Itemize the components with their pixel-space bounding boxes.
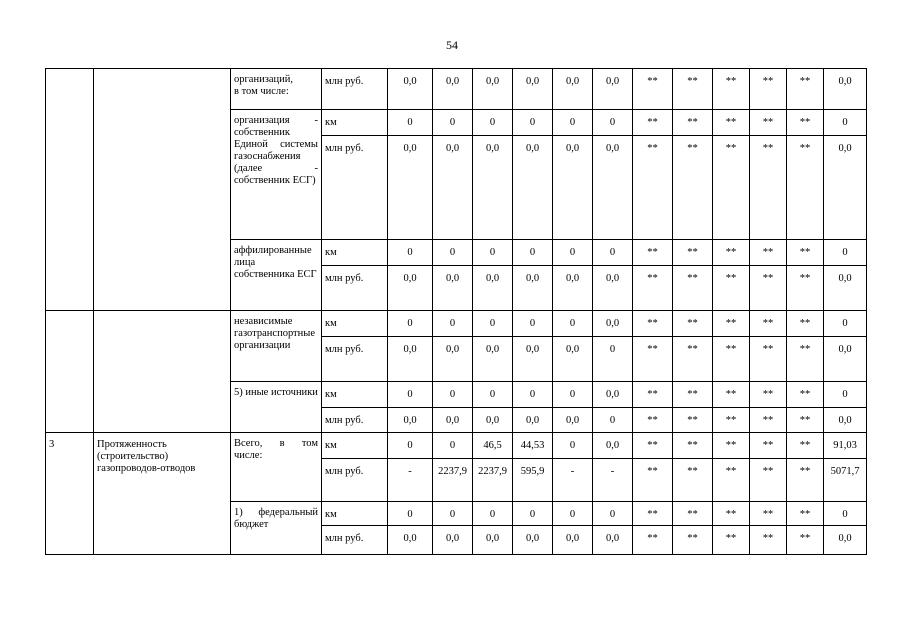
value-cell: **: [633, 408, 673, 433]
value-cell: 0,0: [593, 526, 633, 555]
value-cell: 0,0: [388, 526, 433, 555]
value-cell: 0: [553, 433, 593, 459]
value-cell: **: [713, 266, 750, 311]
value-cell: 0,0: [473, 337, 513, 382]
value-cell: 0,0: [513, 337, 553, 382]
value-cell: 0: [388, 382, 433, 408]
source-cell: аффилированные лица собственника ЕСГ: [231, 240, 322, 311]
value-cell: 0: [388, 311, 433, 337]
value-cell: 0: [593, 408, 633, 433]
unit-cell: млн руб.: [322, 266, 388, 311]
value-cell: **: [713, 240, 750, 266]
value-cell: 0,0: [388, 136, 433, 240]
value-cell: **: [633, 266, 673, 311]
value-cell: 0,0: [593, 136, 633, 240]
value-cell: 0: [473, 382, 513, 408]
value-cell: 0,0: [824, 136, 867, 240]
unit-cell: млн руб.: [322, 136, 388, 240]
value-cell: **: [713, 69, 750, 110]
unit-cell: км: [322, 110, 388, 136]
value-cell: 2237,9: [433, 459, 473, 502]
value-cell: 0: [513, 311, 553, 337]
value-cell: **: [750, 311, 787, 337]
indicator-name-cell: [94, 69, 231, 311]
value-cell: 0,0: [553, 266, 593, 311]
indicator-name-cell: Протяженность (строительство) газопроводов-отводов: [94, 433, 231, 555]
value-cell: **: [633, 337, 673, 382]
value-cell: **: [673, 502, 713, 526]
value-cell: **: [787, 136, 824, 240]
value-cell: 0,0: [824, 337, 867, 382]
value-cell: **: [750, 69, 787, 110]
value-cell: **: [713, 408, 750, 433]
value-cell: 0: [513, 502, 553, 526]
value-cell: 0: [553, 110, 593, 136]
value-cell: **: [713, 502, 750, 526]
value-cell: 0,0: [433, 136, 473, 240]
value-cell: **: [713, 459, 750, 502]
value-cell: 5071,7: [824, 459, 867, 502]
value-cell: 0: [553, 382, 593, 408]
value-cell: 0,0: [473, 266, 513, 311]
table-row: [46, 311, 867, 337]
value-cell: 0,0: [473, 408, 513, 433]
value-cell: **: [713, 337, 750, 382]
value-cell: **: [750, 266, 787, 311]
value-cell: **: [673, 433, 713, 459]
value-cell: 0: [473, 110, 513, 136]
row-number-cell: [46, 69, 94, 311]
value-cell: 0,0: [388, 266, 433, 311]
value-cell: 0: [824, 110, 867, 136]
data-table: [45, 68, 867, 555]
source-cell: 5) иные источники: [231, 382, 322, 433]
value-cell: **: [750, 382, 787, 408]
value-cell: 0,0: [593, 433, 633, 459]
unit-cell: млн руб.: [322, 459, 388, 502]
value-cell: 0,0: [473, 136, 513, 240]
value-cell: **: [750, 502, 787, 526]
value-cell: 0,0: [593, 382, 633, 408]
value-cell: 0,0: [553, 69, 593, 110]
value-cell: **: [673, 69, 713, 110]
value-cell: 0: [553, 240, 593, 266]
value-cell: 0: [824, 502, 867, 526]
value-cell: **: [673, 382, 713, 408]
value-cell: 0: [473, 502, 513, 526]
source-cell: 1) федеральный бюджет: [231, 502, 322, 555]
value-cell: **: [787, 337, 824, 382]
value-cell: **: [633, 526, 673, 555]
value-cell: -: [593, 459, 633, 502]
value-cell: 0: [473, 311, 513, 337]
unit-cell: км: [322, 502, 388, 526]
value-cell: **: [633, 502, 673, 526]
value-cell: 0,0: [433, 337, 473, 382]
value-cell: **: [673, 408, 713, 433]
value-cell: 0,0: [388, 408, 433, 433]
value-cell: 0,0: [513, 266, 553, 311]
value-cell: 0,0: [388, 337, 433, 382]
value-cell: 46,5: [473, 433, 513, 459]
source-cell: независимые газотранспортные организации: [231, 311, 322, 382]
value-cell: 0,0: [473, 526, 513, 555]
value-cell: 0,0: [553, 408, 593, 433]
value-cell: **: [633, 311, 673, 337]
value-cell: **: [673, 240, 713, 266]
value-cell: 0,0: [553, 136, 593, 240]
value-cell: -: [388, 459, 433, 502]
value-cell: 44,53: [513, 433, 553, 459]
value-cell: **: [787, 110, 824, 136]
value-cell: 0,0: [824, 69, 867, 110]
table-row: [46, 433, 867, 459]
unit-cell: млн руб.: [322, 526, 388, 555]
page-number: 54: [446, 38, 458, 52]
value-cell: **: [787, 311, 824, 337]
value-cell: **: [787, 408, 824, 433]
source-cell: организация - собственник Единой системы газоснабжения (далее - собственник ЕСГ): [231, 110, 322, 240]
unit-cell: км: [322, 433, 388, 459]
value-cell: **: [713, 311, 750, 337]
table-row: [46, 69, 867, 110]
value-cell: **: [713, 433, 750, 459]
value-cell: **: [750, 526, 787, 555]
value-cell: 0: [433, 311, 473, 337]
value-cell: **: [787, 240, 824, 266]
value-cell: **: [787, 69, 824, 110]
indicator-name-cell: [94, 311, 231, 433]
value-cell: **: [787, 526, 824, 555]
value-cell: 0,0: [513, 136, 553, 240]
value-cell: 0: [513, 240, 553, 266]
value-cell: 0,0: [824, 266, 867, 311]
value-cell: 0: [473, 240, 513, 266]
value-cell: 0: [388, 433, 433, 459]
value-cell: 2237,9: [473, 459, 513, 502]
value-cell: 0,0: [513, 69, 553, 110]
value-cell: 0: [388, 502, 433, 526]
table-body: [46, 69, 867, 555]
value-cell: 0: [513, 110, 553, 136]
value-cell: 0,0: [433, 266, 473, 311]
value-cell: 0,0: [593, 266, 633, 311]
value-cell: **: [713, 526, 750, 555]
value-cell: **: [750, 433, 787, 459]
value-cell: **: [750, 136, 787, 240]
value-cell: **: [673, 337, 713, 382]
value-cell: **: [787, 382, 824, 408]
value-cell: **: [713, 136, 750, 240]
value-cell: 0,0: [553, 337, 593, 382]
unit-cell: млн руб.: [322, 408, 388, 433]
value-cell: 0,0: [513, 408, 553, 433]
value-cell: **: [633, 69, 673, 110]
value-cell: 0: [433, 110, 473, 136]
value-cell: **: [633, 459, 673, 502]
value-cell: 0,0: [824, 526, 867, 555]
value-cell: 0,0: [824, 408, 867, 433]
source-cell: Всего, в том числе:: [231, 433, 322, 502]
value-cell: **: [673, 526, 713, 555]
unit-cell: млн руб.: [322, 69, 388, 110]
value-cell: **: [633, 136, 673, 240]
value-cell: **: [633, 110, 673, 136]
value-cell: 0: [593, 110, 633, 136]
value-cell: 0,0: [593, 311, 633, 337]
value-cell: 0: [388, 240, 433, 266]
value-cell: **: [673, 110, 713, 136]
value-cell: **: [750, 459, 787, 502]
value-cell: **: [750, 408, 787, 433]
unit-cell: млн руб.: [322, 337, 388, 382]
value-cell: 0,0: [433, 526, 473, 555]
value-cell: 0,0: [433, 69, 473, 110]
value-cell: **: [673, 136, 713, 240]
value-cell: **: [633, 433, 673, 459]
value-cell: **: [713, 382, 750, 408]
value-cell: 0: [593, 502, 633, 526]
value-cell: 0,0: [433, 408, 473, 433]
value-cell: 0: [513, 382, 553, 408]
value-cell: **: [713, 110, 750, 136]
unit-cell: км: [322, 382, 388, 408]
value-cell: 0: [388, 110, 433, 136]
value-cell: 0: [824, 382, 867, 408]
value-cell: **: [787, 502, 824, 526]
value-cell: **: [633, 240, 673, 266]
value-cell: 0: [553, 311, 593, 337]
value-cell: **: [673, 266, 713, 311]
row-number-cell: 3: [46, 433, 94, 555]
value-cell: **: [673, 311, 713, 337]
value-cell: **: [633, 382, 673, 408]
value-cell: 0,0: [593, 69, 633, 110]
value-cell: 0,0: [473, 69, 513, 110]
value-cell: **: [750, 110, 787, 136]
value-cell: 0: [824, 240, 867, 266]
value-cell: **: [750, 240, 787, 266]
value-cell: **: [787, 459, 824, 502]
unit-cell: км: [322, 311, 388, 337]
unit-cell: км: [322, 240, 388, 266]
value-cell: **: [673, 459, 713, 502]
value-cell: 91,03: [824, 433, 867, 459]
value-cell: 0,0: [513, 526, 553, 555]
value-cell: 0: [553, 502, 593, 526]
value-cell: 0: [593, 337, 633, 382]
value-cell: 0: [593, 240, 633, 266]
value-cell: 0,0: [553, 526, 593, 555]
value-cell: 0: [433, 502, 473, 526]
value-cell: 595,9: [513, 459, 553, 502]
source-cell: организаций, в том числе:: [231, 69, 322, 110]
value-cell: **: [750, 337, 787, 382]
value-cell: **: [787, 433, 824, 459]
value-cell: -: [553, 459, 593, 502]
value-cell: 0,0: [388, 69, 433, 110]
row-number-cell: [46, 311, 94, 433]
value-cell: 0: [824, 311, 867, 337]
value-cell: 0: [433, 240, 473, 266]
value-cell: **: [787, 266, 824, 311]
value-cell: 0: [433, 382, 473, 408]
value-cell: 0: [433, 433, 473, 459]
